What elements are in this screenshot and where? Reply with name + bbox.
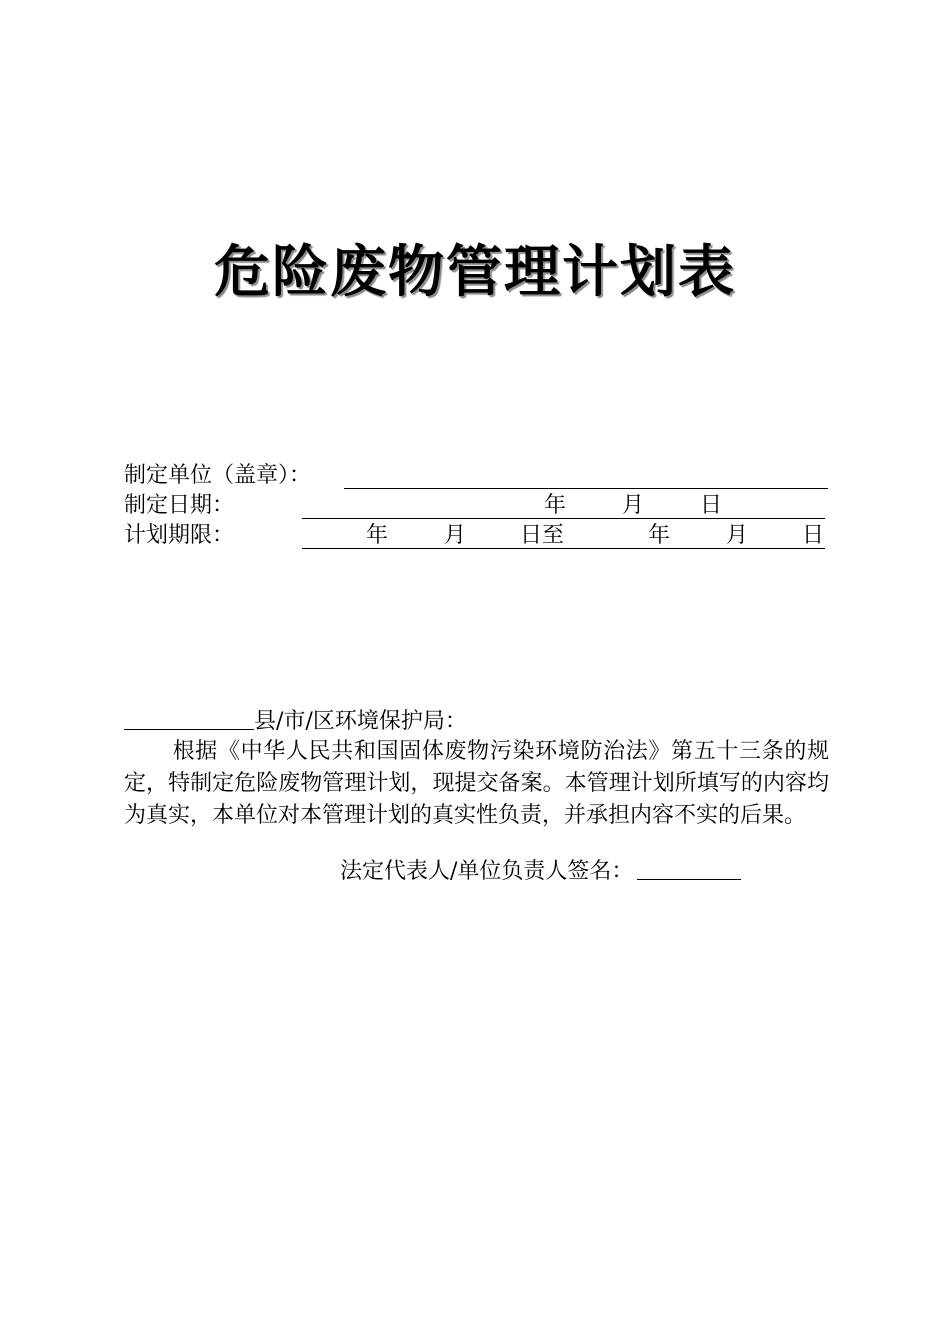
date-label: 制定日期： (124, 493, 235, 518)
period-end-year-label: 年 (648, 523, 671, 548)
period-start-year-label: 年 (366, 523, 389, 548)
period-row (124, 522, 234, 550)
unit-label: 制定单位（盖章）： (124, 463, 312, 488)
period-end-month-label: 月 (726, 523, 749, 548)
addressee-line (124, 706, 467, 738)
signature-label: 法定代表人/单位负责人签名： (340, 859, 634, 884)
unit-field[interactable] (344, 462, 828, 489)
period-end-day-label: 日 (802, 523, 825, 548)
date-field[interactable] (302, 492, 825, 519)
period-label: 计划期限： (124, 523, 235, 548)
date-year-label: 年 (544, 493, 567, 518)
date-day-label: 日 (700, 493, 723, 518)
signature-field[interactable] (637, 857, 741, 880)
document-title: 危险废物管理计划表 (214, 239, 736, 305)
declaration-text: 根据《中华人民共和国固体废物污染环境防治法》第五十三条的规定，特制定危险废物管理计划，现提交备案。本管理计划所填写的内容均为真实，本单位对本管理计划的真实性负责，并承担内容不实的后果。 (124, 739, 829, 828)
period-start-day-label: 日至 (520, 523, 565, 548)
period-field[interactable] (302, 522, 825, 549)
signature-line (340, 856, 741, 888)
unit-row (124, 462, 311, 490)
addressee-suffix: 县/市/区环境保护局： (254, 709, 467, 734)
date-row (124, 492, 234, 520)
period-start-month-label: 月 (444, 523, 467, 548)
date-month-label: 月 (622, 493, 645, 518)
declaration-body (124, 736, 829, 832)
county-field[interactable] (124, 707, 254, 730)
